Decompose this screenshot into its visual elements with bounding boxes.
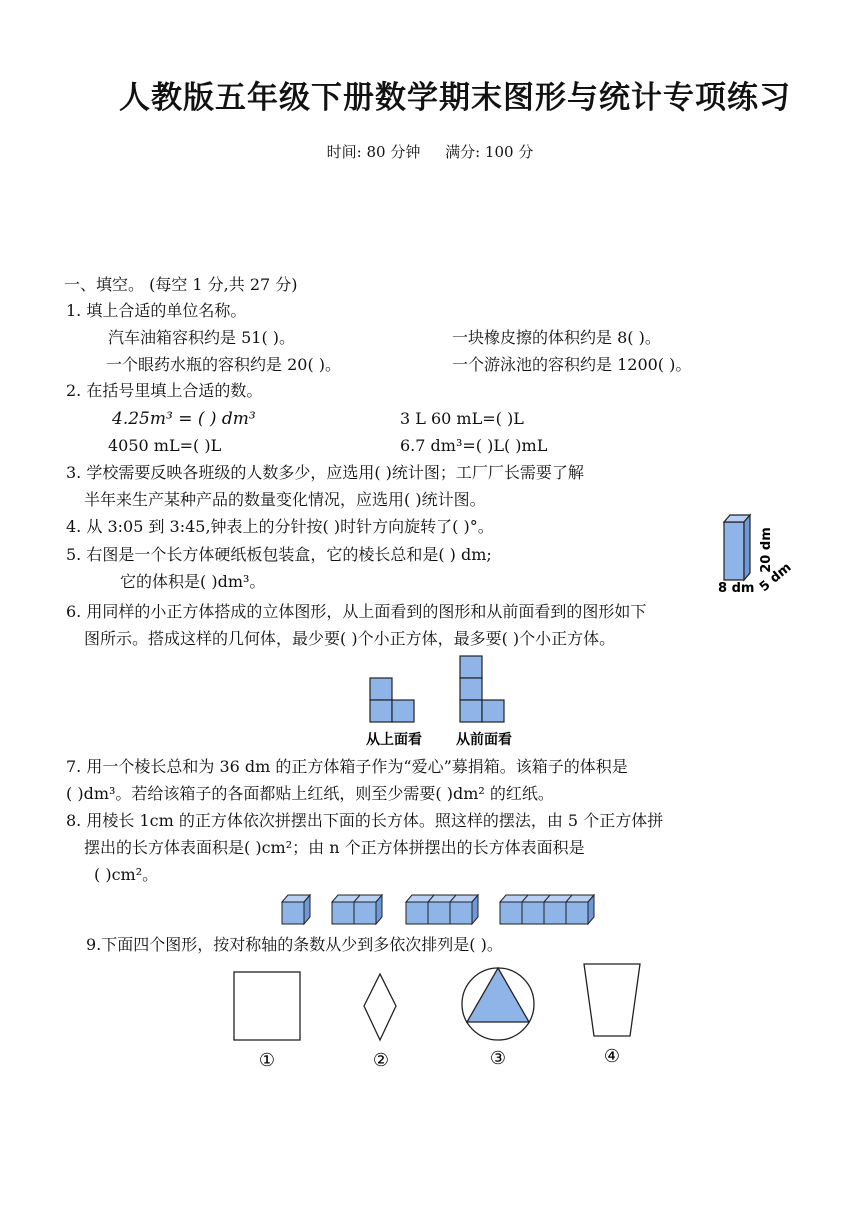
q5-line1: 5. 右图是一个长方体硬纸板包装盒，它的棱长总和是( ) dm; xyxy=(66,545,492,564)
q2-d: 6.7 dm³=( )L( )mL xyxy=(400,436,548,455)
q2-b: 3 L 60 mL=( )L xyxy=(400,409,524,428)
cuboid-depth-label: 5 dm xyxy=(756,560,794,596)
q1-c: 一个眼药水瓶的容积约是 20( )。 xyxy=(106,355,342,374)
q9-line1: 9.下面四个图形，按对称轴的条数从少到多依次排列是( )。 xyxy=(86,935,503,954)
q1-b: 一块橡皮擦的体积约是 8( )。 xyxy=(452,328,661,347)
q2-a: 4.25m³ = ( ) dm³ xyxy=(112,409,256,429)
section-heading: 一、填空。 (每空 1 分,共 27 分) xyxy=(64,275,298,294)
q2-stem: 2. 在括号里填上合适的数。 xyxy=(66,381,263,400)
square-shape xyxy=(234,972,300,1040)
cube-group-1 xyxy=(282,895,310,924)
top-view-label: 从上面看 xyxy=(366,732,422,748)
q1-a: 汽车油箱容积约是 51( )。 xyxy=(108,328,296,347)
shape-label-2: ② xyxy=(372,1050,390,1071)
q6-line2: 图所示。搭成这样的几何体，最少要( )个小正方体，最多要( )个小正方体。 xyxy=(84,629,616,648)
q7-line2: ( )dm³。若给该箱子的各面都贴上红纸，则至少需要( )dm² 的红纸。 xyxy=(66,784,554,803)
cube-views-figure xyxy=(354,654,534,750)
shape-label-3: ③ xyxy=(489,1048,507,1069)
q4-line: 4. 从 3:05 到 3:45,钟表上的分针按( )时针方向旋转了( )°。 xyxy=(66,517,494,536)
cube-group-2 xyxy=(332,895,382,924)
symmetry-shapes-figure xyxy=(226,960,656,1072)
exam-time: 时间: 80 分钟 xyxy=(326,143,421,161)
rhombus-shape xyxy=(364,974,396,1040)
cube-group-4 xyxy=(500,895,594,924)
circle-triangle-shape xyxy=(462,968,534,1040)
cube-group-3 xyxy=(406,895,478,924)
q3-line2: 半年来生产某种产品的数量变化情况，应选用( )统计图。 xyxy=(84,490,486,509)
q1-d: 一个游泳池的容积约是 1200( )。 xyxy=(452,355,692,374)
front-view-shape xyxy=(460,656,504,722)
q5-line2: 它的体积是( )dm³。 xyxy=(120,572,266,591)
exam-info xyxy=(0,141,860,162)
front-view-label: 从前面看 xyxy=(456,732,512,748)
q7-line1: 7. 用一个棱长总和为 36 dm 的正方体箱子作为“爱心”募捐箱。该箱子的体积是 xyxy=(66,757,628,776)
shape-label-1: ① xyxy=(258,1050,276,1071)
q8-line2: 摆出的长方体表面积是( )cm²；由 n 个正方体拼摆出的长方体表面积是 xyxy=(84,838,585,857)
cuboid-figure xyxy=(712,510,794,596)
q1-stem: 1. 填上合适的单位名称。 xyxy=(66,301,247,320)
cube-row-figure xyxy=(276,890,606,930)
exam-score: 满分: 100 分 xyxy=(445,143,534,161)
cuboid-height-label: 20 dm xyxy=(759,527,774,573)
page-title: 人教版五年级下册数学期末图形与统计专项练习 xyxy=(119,80,791,116)
q6-line1: 6. 用同样的小正方体搭成的立体图形，从上面看到的图形和从前面看到的图形如下 xyxy=(66,602,647,621)
q3-line1: 3. 学校需要反映各班级的人数多少，应选用( )统计图；工厂厂长需要了解 xyxy=(66,463,584,482)
shape-label-4: ④ xyxy=(603,1046,621,1067)
q8-line1: 8. 用棱长 1cm 的正方体依次拼摆出下面的长方体。照这样的摆法，由 5 个正方体拼 xyxy=(66,811,664,830)
q2-c: 4050 mL=( )L xyxy=(108,436,222,455)
top-view-shape xyxy=(370,678,414,722)
q8-line3: ( )cm²。 xyxy=(94,865,159,884)
cuboid-width-label: 8 dm xyxy=(718,581,755,596)
trapezoid-shape xyxy=(584,964,640,1036)
